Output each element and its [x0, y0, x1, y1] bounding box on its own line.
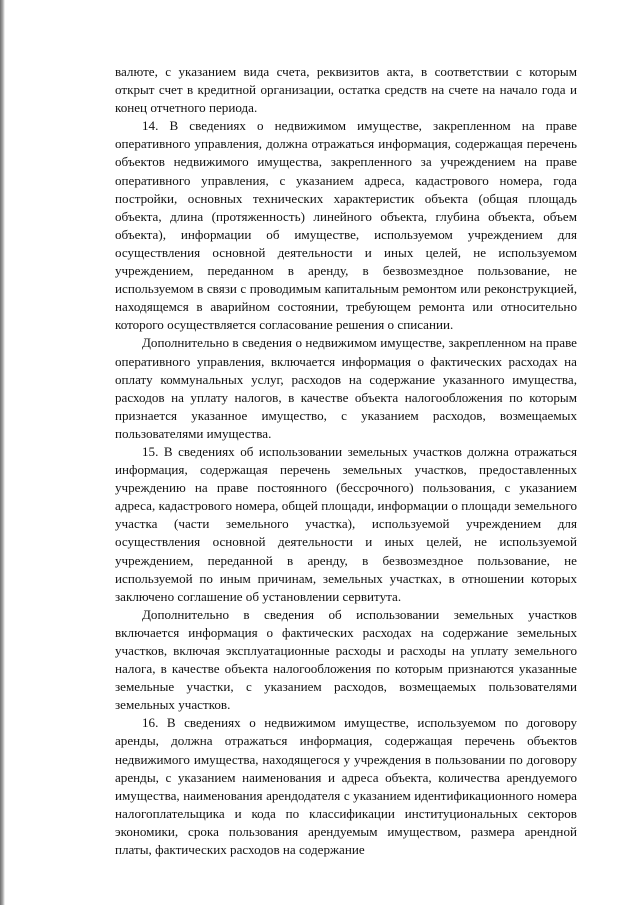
- paragraph-15: 15. В сведениях об использовании земельных участков должна отражаться информация, содержащая перечень земельных участков, предоставленных учреждению на праве постоянного (бессрочного) пользования, с указанием адреса, кадастрового номера, общей площади, информации о площади земельного участка (части земельного участка), используемой учреждением для осуществления основной деятельности и иных целей, не используемой учреждением, переданной в аренду, в безвозмездное пользование, не используемой по иным причинам, земельных участках, в отношении которых заключено соглашение об установлении сервитута.: [115, 443, 577, 604]
- paragraph-15-additional: Дополнительно в сведения об использовании земельных участков включается информация о фактических расходах на содержание земельных участков, включая эксплуатационные расходы и расходы на уплату земельного налога, в качестве объекта налогообложения по которым признаются указанные земельные участки, с указанием расходов, возмещаемых пользователями земельных участков.: [115, 606, 577, 713]
- paragraph-continuation: валюте, с указанием вида счета, реквизитов акта, в соответствии с которым открыт счет в кредитной организации, остатка средств на счете на начало года и конец отчетного периода.: [115, 64, 577, 116]
- paragraph-14: 14. В сведениях о недвижимом имуществе, закрепленном на праве оперативного управления, должна отражаться информация, содержащая перечень объектов недвижимого имущества, закрепленного за учреждением на праве оперативного управления, с указанием адреса, кадастрового номера, года постройки, основных технических характеристик объекта (общая площадь объекта, длина (протяженность) линейного объекта, глубина объекта, объем объекта), информации об имуществе, используемом учреждением для осуществления основной деятельности и иных целей, не используемом учреждением, переданном в аренду, в безвозмездное пользование, не используемом в связи с проводимым капитальным ремонтом или реконструкцией, находящемся в аварийном состоянии, требующем ремонта или относительно которого осуществляется согласование решения о списании.: [115, 118, 577, 333]
- paragraph-14-additional: Дополнительно в сведения о недвижимом имуществе, закрепленном на праве оперативного управления, включается информация о фактических расходах на оплату коммунальных услуг, расходов на содержание указанного имущества, расходов на уплату налогов, в качестве объекта налогообложения по которым признается указанное имущество, с указанием расходов, возмещаемых пользователями имущества.: [115, 335, 577, 441]
- scan-left-edge: [0, 0, 5, 905]
- document-page: [115, 63, 577, 859]
- paragraph-16: 16. В сведениях о недвижимом имуществе, используемом по договору аренды, должна отражаться информация, содержащая перечень объектов недвижимого имущества, находящегося у учреждения в пользовании по договору аренды, с указанием наименования и адреса объекта, количества арендуемого имущества, наименования арендодателя с указанием идентификационного номера налогоплательщика и кода по классификации институциональных секторов экономики, срока пользования арендуемым имуществом, размера арендной платы, фактических расходов на содержание: [115, 715, 577, 858]
